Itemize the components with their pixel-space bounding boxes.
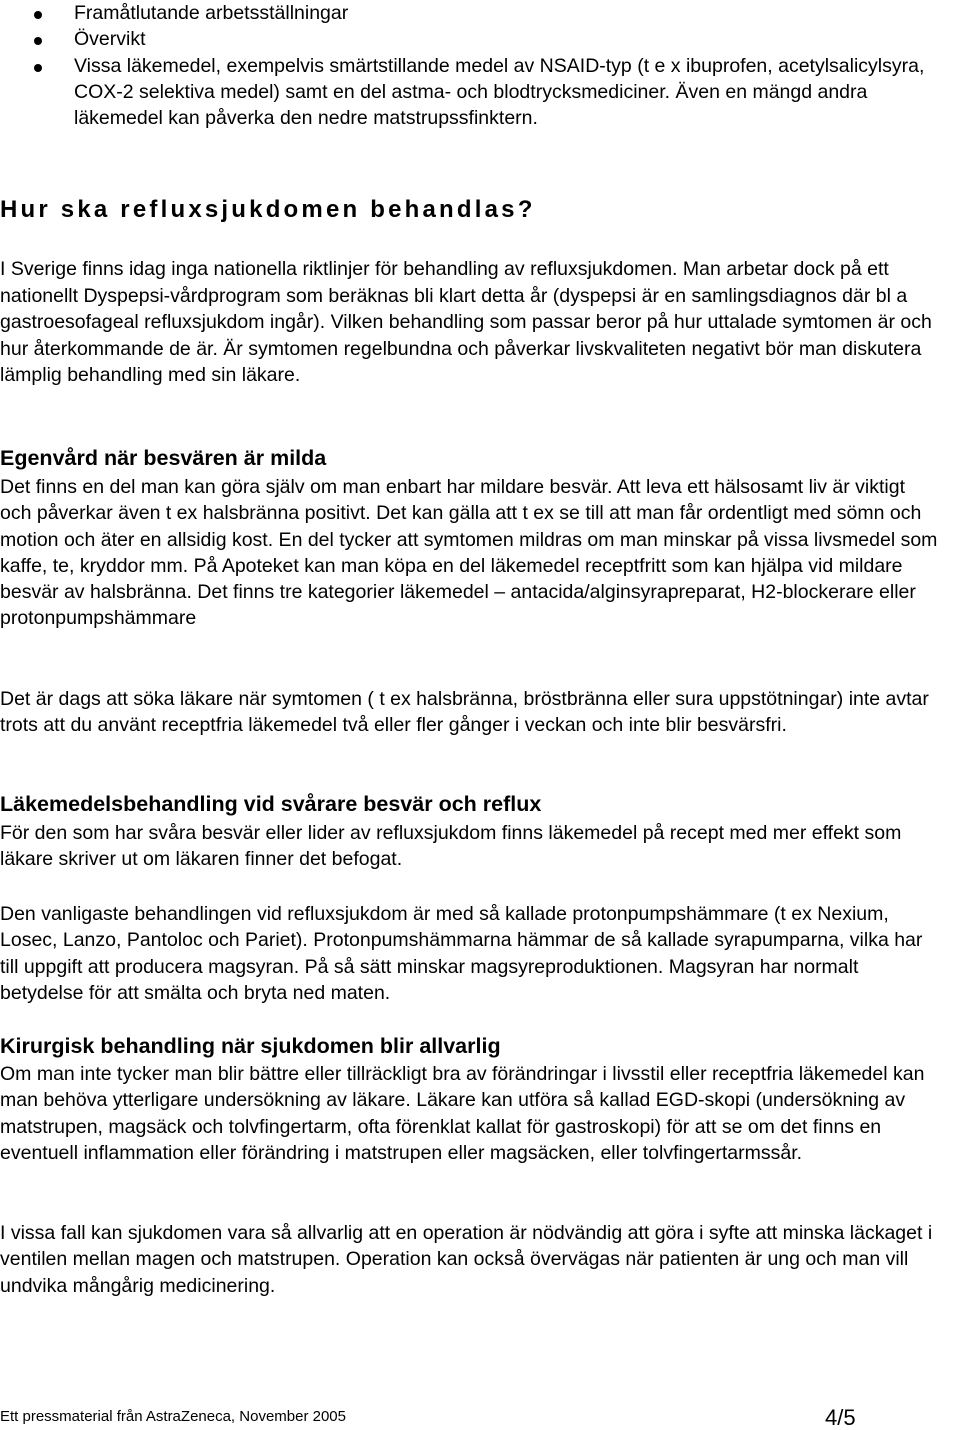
list-item bbox=[0, 26, 940, 52]
list-item bbox=[0, 0, 940, 26]
bullet-icon bbox=[34, 11, 42, 19]
list-item-text: Vissa läkemedel, exempelvis smärtstillande medel av NSAID-typ (t e x ibuprofen, acetylsalicylsyra, COX-2 selektiva medel) samt en del astma- och blodtrycksmediciner. Även en mängd andra läkemedel kan påverka den nedre matstrupssfinktern. bbox=[74, 54, 925, 130]
treatment-paragraph: I Sverige finns idag inga nationella riktlinjer för behandling av refluxsjukdomen. Man arbetar dock på ett nationellt Dyspepsi-vårdprogram som beräknas bli klart detta år (dyspepsi är en samlingsdiagnos där bl a gastroesofageal refluxsjukdom ingår). Vilken behandling som passar beror på hur uttalade symtomen är och hur återkommande de är. Är symtomen regelbundna och påverkar livskvaliteten negativt bör man diskutera lämplig behandling med sin läkare. bbox=[0, 258, 932, 387]
bullet-icon bbox=[34, 64, 42, 72]
selfcare-heading: Egenvård när besvären är milda bbox=[0, 446, 327, 470]
treatment-heading: Hur ska refluxsjukdomen behandlas? bbox=[0, 196, 536, 223]
ppi-paragraph: Den vanligaste behandlingen vid refluxsjukdom är med så kallade protonpumpshämmare (t ex Nexium, Losec, Lanzo, Pantoloc och Pariet). Protonpumshämmarna hämmar de så kallade syrapumparna, vilka har till uppgift att producera magsyran. På så sätt minskar magsyreproduktionen. Magsyran har normalt betydelse för att smälta och bryta ned maten. bbox=[0, 903, 923, 1004]
list-item-text: Framåtlutande arbetsställningar bbox=[74, 2, 349, 24]
footer-credit: Ett pressmaterial från AstraZeneca, November 2005 bbox=[0, 1408, 346, 1425]
egd-paragraph: Om man inte tycker man blir bättre eller tillräckligt bra av förändringar i livsstil eller receptfria läkemedel kan man behöva ytterligare undersökning av läkare. Läkare kan utföra så kallad EGD-skopi (undersökning av matstrupen, magsäck och tolvfingertarm, ofta förenklat kallat för gastroskopi) för att se om det finns en eventuell inflammation eller förändring i matstrupen eller magsäcken, eller tolvfingertarmssår. bbox=[0, 1063, 925, 1164]
list-item-text: Övervikt bbox=[74, 28, 146, 51]
selfcare-paragraph: Det finns en del man kan göra själv om man enbart har mildare besvär. Att leva ett hälsosamt liv är viktigt och påverkar även t ex halsbränna positivt. Det kan gälla att t ex se till att man får ordentligt med sömn och motion och äter en allsidig kost. En del tycker att symtomen mildras om man minskar på vissa livsmedel som kaffe, te, kryddor mm. På Apoteket kan man köpa en del läkemedel receptfritt som kan hjälpa vid mildare besvär av halsbränna. Det finns tre kategorier läkemedel – antacida/alginsyrapreparat, H2-blockerare eller protonpumpshämmare bbox=[0, 476, 938, 630]
medication-heading: Läkemedelsbehandling vid svårare besvär och reflux bbox=[0, 792, 542, 816]
see-doctor-paragraph: Det är dags att söka läkare när symtomen ( t ex halsbränna, bröstbränna eller sura uppstötningar) inte avtar trots att du använt receptfria läkemedel två eller fler gånger i veckan och inte blir besvärsfri. bbox=[0, 688, 929, 737]
operation-paragraph: I vissa fall kan sjukdomen vara så allvarlig att en operation är nödvändig att göra i syfte att minska läckaget i ventilen mellan magen och matstrupen. Operation kan också övervägas när patienten är ung och man vill undvika mångårig medicinering. bbox=[0, 1222, 933, 1297]
medication-paragraph: För den som har svåra besvär eller lider av refluxsjukdom finns läkemedel på recept med mer effekt som läkare skriver ut om läkaren finner det befogat. bbox=[0, 822, 902, 871]
surgery-heading: Kirurgisk behandling när sjukdomen blir allvarlig bbox=[0, 1034, 501, 1058]
list-item bbox=[0, 53, 940, 132]
bullet-icon bbox=[34, 37, 42, 45]
risk-factor-list bbox=[0, 0, 940, 131]
page-number: 4/5 bbox=[825, 1405, 856, 1430]
